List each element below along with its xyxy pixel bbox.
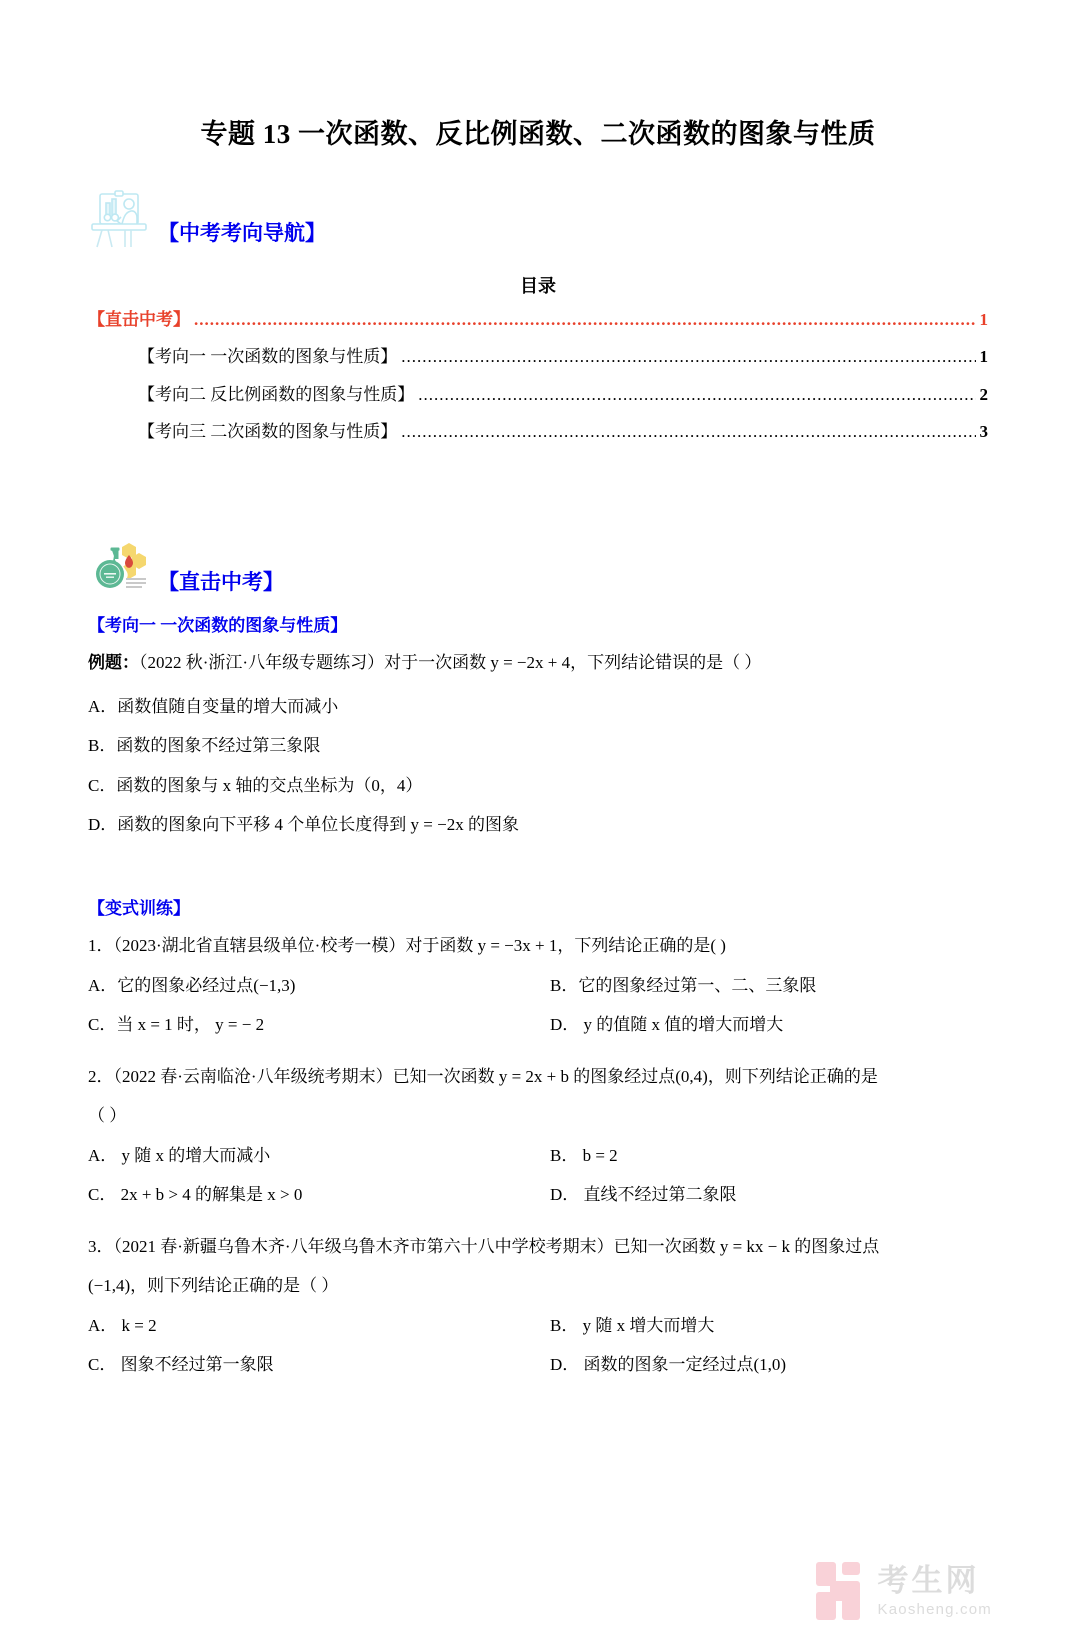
question-2-number: 2．	[88, 1066, 114, 1086]
toc-entry-zhiji-zhongkao[interactable]	[88, 310, 988, 330]
example-option-d[interactable]: D．函数的图象向下平移 4 个单位长度得到 y = −2x 的图象	[88, 815, 519, 835]
question-3-options-row-1	[88, 1313, 988, 1339]
toc-leader-dots	[401, 423, 975, 440]
question-2-option-d[interactable]: D． 直线不经过第二象限	[550, 1185, 737, 1204]
document-page	[0, 118, 1076, 1646]
question-3-option-b[interactable]: B． y 随 x 增大而增大	[550, 1315, 715, 1335]
toc-entry-page: 2	[979, 384, 988, 404]
toc-entry-page: 1	[979, 309, 988, 329]
exam-section-label: 【直击中考】	[158, 570, 284, 595]
question-2-stem-continued: （ ）	[88, 1106, 127, 1125]
question-3-option-d[interactable]: D． 函数的图象一定经过点(1,0)	[550, 1355, 787, 1374]
question-1-number: 1．	[88, 936, 114, 955]
question-1-option-b[interactable]: B．它的图象经过第一、二、三象限	[550, 975, 817, 995]
kaosheng-h-logo-icon	[816, 1562, 868, 1620]
toc-entry-kaoxiang-3[interactable]	[88, 422, 988, 442]
toc-entry-kaoxiang-2[interactable]	[88, 385, 988, 405]
question-1-options-row-1	[88, 973, 988, 999]
bianshi-heading: 【变式训练】	[88, 898, 190, 918]
spacer	[88, 1052, 988, 1064]
question-2-stem	[88, 1064, 988, 1090]
question-2-option-a[interactable]: A． y 随 x 的增大而减小	[88, 1145, 271, 1165]
question-1-stem	[88, 933, 988, 959]
question-1-text: （2023·湖北省直辖县级单位·校考一模）对于函数 y = −3x + 1，下列结论正确的是( )	[113, 936, 726, 955]
spacer	[88, 1222, 988, 1234]
question-2-options-row-1	[88, 1143, 988, 1169]
example-option-c[interactable]: C．函数的图象与 x 轴的交点坐标为（0，4）	[88, 775, 423, 795]
kaoxiang-1-heading: 【考向一 一次函数的图象与性质】	[88, 616, 348, 636]
question-3-option-c[interactable]: C． 图象不经过第一象限	[88, 1355, 274, 1374]
watermark-en-text: Kaosheng.com	[877, 1601, 992, 1618]
question-3-option-a[interactable]: A． k = 2	[88, 1315, 157, 1335]
question-3-stem-continued: (−1,4)，则下列结论正确的是（ ）	[88, 1276, 339, 1295]
example-option-a[interactable]: A．函数值随自变量的增大而减小	[88, 696, 339, 716]
question-1-option-a[interactable]: A．它的图象必经过点(−1,3)	[88, 975, 296, 995]
presentation-board-icon	[88, 190, 150, 250]
question-1-options-row-2	[88, 1012, 988, 1038]
question-2-option-b[interactable]: B． b = 2	[550, 1145, 618, 1165]
toc-entry-page: 1	[979, 347, 988, 367]
example-question-stem	[88, 650, 988, 676]
nav-section-label: 【中考考向导航】	[158, 220, 326, 245]
example-option-b[interactable]: B．函数的图象不经过第三象限	[88, 736, 321, 756]
toc-leader-dots	[401, 348, 975, 365]
question-3-number: 3．	[88, 1236, 114, 1256]
example-label: 例题：	[88, 653, 139, 673]
toc-leader-dots	[418, 386, 975, 403]
question-3-stem	[88, 1234, 988, 1260]
page-title: 专题 13 一次函数、反比例函数、二次函数的图象与性质	[200, 119, 876, 149]
question-3-text: （2021 春·新疆乌鲁木齐·八年级乌鲁木齐市第六十八中学校考期末）已知一次函数 y = kx − k 的图象过点	[113, 1236, 880, 1256]
toc-leader-dots	[194, 311, 976, 328]
watermark-cn-text: 考生网	[877, 1563, 980, 1598]
toc-entry-label: 【考向三 二次函数的图象与性质】	[138, 421, 398, 441]
spacer	[88, 459, 988, 501]
question-2-options-row-2	[88, 1182, 988, 1208]
question-3-options-row-2	[88, 1352, 988, 1378]
question-1-option-d[interactable]: D． y 的值随 x 值的增大而增大	[550, 1015, 784, 1034]
example-stem-text: （2022 秋·浙江·八年级专题练习）对于一次函数 y = −2x + 4，下列结论错误的是（ ）	[139, 653, 762, 673]
watermark-text	[878, 1565, 992, 1617]
toc-entry-page: 3	[979, 421, 988, 441]
watermark	[816, 1562, 992, 1620]
spacer	[88, 852, 988, 878]
question-1-option-c[interactable]: C．当 x = 1 时， y = − 2	[88, 1015, 265, 1034]
nav-section-heading	[88, 188, 988, 250]
question-2-option-c[interactable]: C． 2x + b > 4 的解集是 x > 0	[88, 1185, 303, 1204]
exam-section-heading	[88, 537, 988, 599]
toc-title: 目录	[520, 275, 556, 296]
question-2-text: （2022 春·云南临沧·八年级统考期末）已知一次函数 y = 2x + b 的图象经过点(0,4)，则下列结论正确的是	[113, 1066, 878, 1086]
flask-hexagon-icon	[88, 539, 150, 599]
toc-entry-kaoxiang-1[interactable]	[88, 347, 988, 367]
toc-entry-label: 【考向一 一次函数的图象与性质】	[138, 347, 398, 367]
toc-entry-label: 【考向二 反比例函数的图象与性质】	[138, 384, 415, 404]
toc-entry-label: 【直击中考】	[88, 309, 190, 329]
